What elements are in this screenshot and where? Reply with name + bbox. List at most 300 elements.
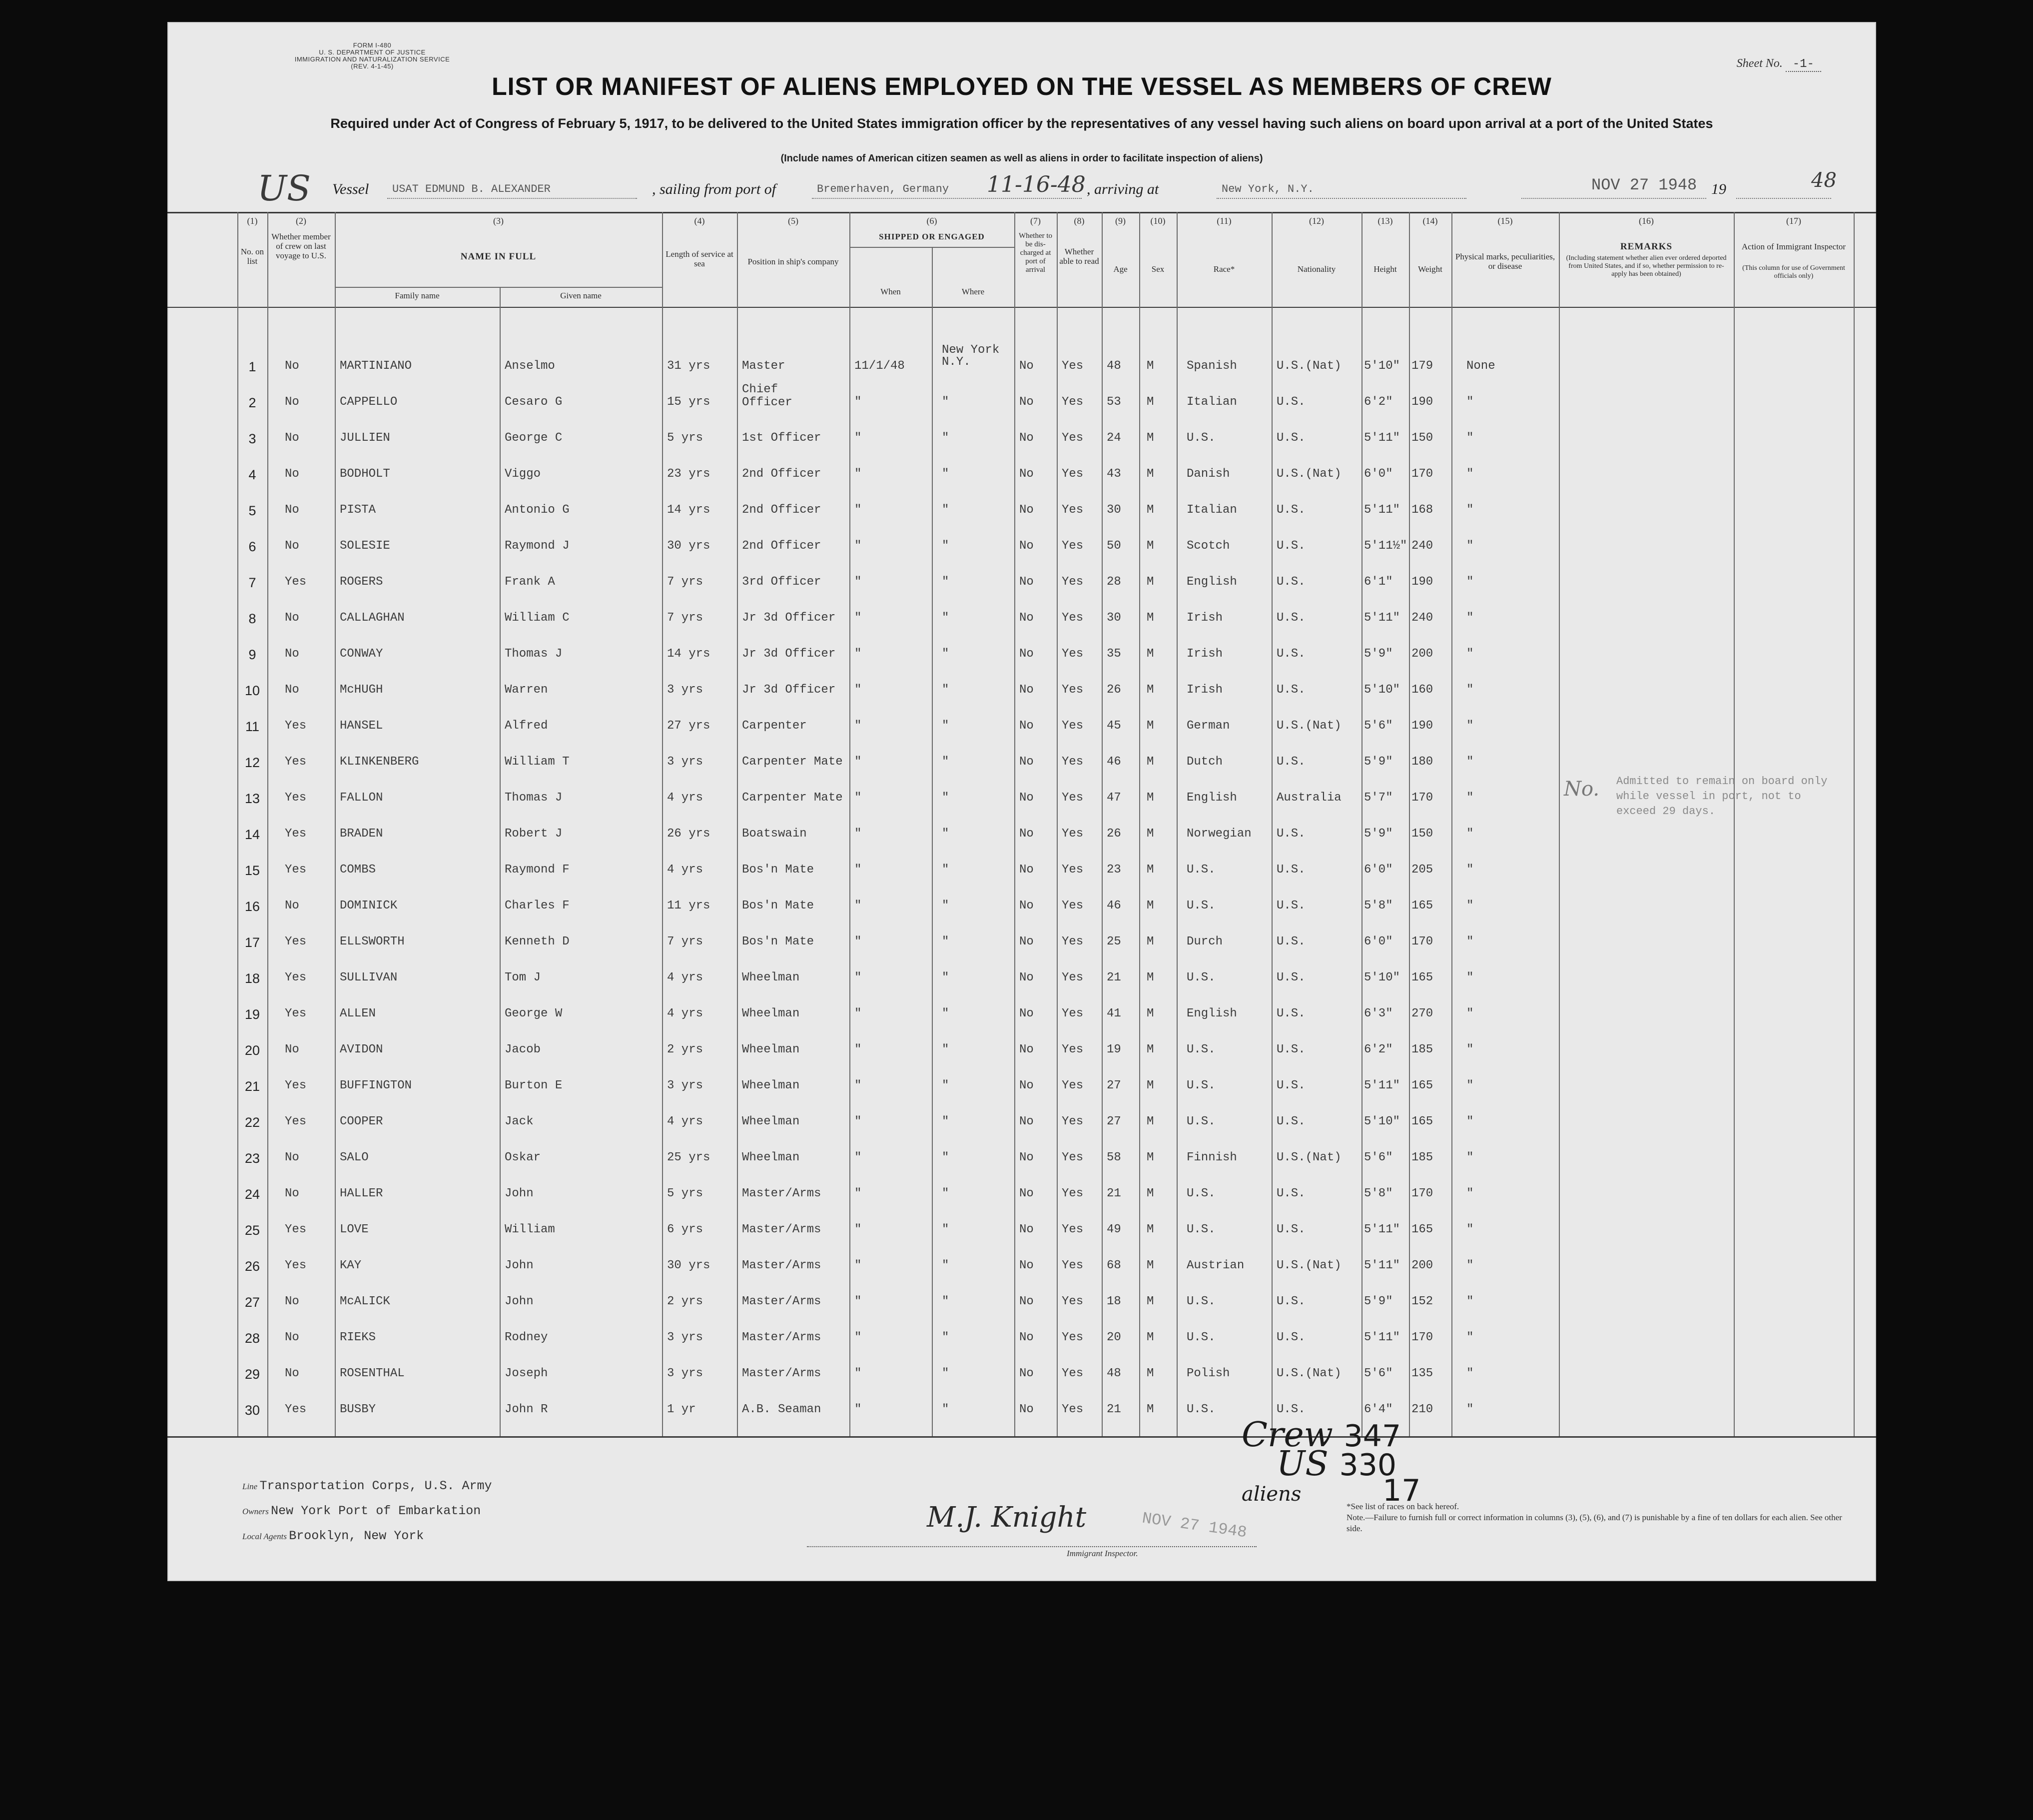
header-age: Age [1113,264,1128,274]
nationality: U.S. [1277,863,1306,877]
sheet-number-label: Sheet No. [1736,57,1783,70]
column-number: (13) [1377,216,1393,226]
sex: M [1147,1007,1154,1020]
physical-marks: " [1466,431,1474,445]
column-number: (9) [1115,216,1126,226]
discharged-flag: No [1019,539,1034,553]
member-flag: No [285,1043,299,1056]
shipped-when: " [854,719,862,733]
family-name: HANSEL [340,719,383,733]
race: U.S. [1187,431,1216,445]
read-flag: Yes [1062,395,1084,409]
given-name: William [505,1223,555,1236]
header-sex: Sex [1151,264,1165,274]
race: English [1187,791,1237,805]
sex: M [1147,611,1154,625]
weight: 210 [1411,1403,1433,1416]
ship-position: Wheelman [742,971,800,984]
physical-marks: " [1466,683,1474,697]
ship-position: Boatswain [742,827,807,841]
read-flag: Yes [1062,1115,1084,1128]
read-flag: Yes [1062,467,1084,481]
weight: 179 [1411,359,1433,373]
race: English [1187,1007,1237,1020]
given-name: George C [505,431,563,445]
shipped-where: " [942,467,949,481]
age: 35 [1107,647,1121,661]
shipped-where: " [942,395,949,409]
manifest-sheet [167,22,1876,1581]
row13-remark-note: Admitted to remain on board only while vessel in port, not to exceed 29 days. [1616,775,1828,818]
row-number: 26 [244,1259,260,1274]
row-number: 6 [248,539,256,554]
physical-marks: " [1466,395,1474,409]
race: U.S. [1187,971,1216,984]
ship-position: 2nd Officer [742,467,821,481]
shipped-when: " [854,503,862,517]
ship-position: Bos'n Mate [742,935,814,948]
shipped-where: " [942,719,949,733]
discharged-flag: No [1019,647,1034,661]
row-number: 1 [248,359,256,374]
discharged-flag: No [1019,1331,1034,1344]
header-position: Position in ship's company [747,257,839,266]
physical-marks: " [1466,1007,1474,1020]
service-length: 30 yrs [667,1259,710,1272]
age: 21 [1107,1187,1121,1200]
race: Polish [1187,1367,1230,1380]
header-name-full: NAME IN FULL [460,251,537,262]
race: U.S. [1187,899,1216,912]
footer-line-row [242,1479,492,1493]
race: U.S. [1187,1079,1216,1092]
height: 5'9" [1364,755,1393,769]
physical-marks: " [1466,1151,1474,1164]
physical-marks: " [1466,935,1474,948]
family-name: SALO [340,1151,369,1164]
discharged-flag: No [1019,1187,1034,1200]
height: 5'10" [1364,1115,1400,1128]
service-length: 1 yr [667,1403,696,1416]
weight: 240 [1411,611,1433,625]
weight: 150 [1411,827,1433,841]
header-nationality: Nationality [1297,264,1336,274]
age: 53 [1107,395,1121,409]
family-name: CAPPELLO [340,395,398,409]
given-name: Thomas J [505,647,563,661]
shipped-where: " [942,935,949,948]
service-length: 3 yrs [667,755,703,769]
race: Dutch [1187,755,1223,769]
physical-marks: " [1466,647,1474,661]
shipped-when: " [854,1043,862,1056]
height: 5'9" [1364,1295,1393,1308]
sex: M [1147,395,1154,409]
tally-us-count: 330 [1339,1448,1397,1483]
service-length: 25 yrs [667,1151,710,1164]
physical-marks: " [1466,1079,1474,1092]
given-name: Raymond F [505,863,570,877]
discharged-flag: No [1019,1043,1034,1056]
given-name: John R [505,1403,548,1416]
column-number: (8) [1074,216,1085,226]
race: U.S. [1187,1187,1216,1200]
physical-marks: " [1466,467,1474,481]
sex: M [1147,755,1154,769]
column-number: (5) [788,216,798,226]
column-number: (11) [1217,216,1232,226]
member-flag: Yes [285,935,307,948]
member-flag: No [285,1367,299,1380]
age: 30 [1107,503,1121,517]
shipped-when: " [854,791,862,805]
sex: M [1147,1151,1154,1164]
race: Scotch [1187,539,1230,553]
given-name: Jack [505,1115,534,1128]
weight: 190 [1411,575,1433,589]
row-number: 30 [244,1403,260,1418]
sex: M [1147,1115,1154,1128]
sex: M [1147,359,1154,373]
age: 48 [1107,1367,1121,1380]
sex: M [1147,683,1154,697]
header-shipped: SHIPPED OR ENGAGED [879,232,985,241]
nationality: U.S. [1277,539,1306,553]
discharged-flag: No [1019,503,1034,517]
footer-notes [1347,1501,1846,1534]
service-length: 2 yrs [667,1043,703,1056]
height: 5'11" [1364,1259,1400,1272]
column-number: (16) [1639,216,1654,226]
sex: M [1147,899,1154,912]
sex: M [1147,503,1154,517]
tally-us-label: US [1277,1444,1329,1484]
header-action: Action of Immigrant Inspector [1741,242,1846,251]
physical-marks: " [1466,1403,1474,1416]
discharged-flag: No [1019,467,1034,481]
shipped-when: " [854,1115,862,1128]
service-length: 3 yrs [667,1367,703,1380]
family-name: BODHOLT [340,467,390,481]
physical-marks: " [1466,755,1474,769]
member-flag: No [285,431,299,445]
age: 24 [1107,431,1121,445]
shipped-where: " [942,611,949,625]
footer-owners-label: Owners [242,1507,269,1516]
age: 26 [1107,683,1121,697]
column-number: (7) [1030,216,1041,226]
ship-position: Master/Arms [742,1295,821,1308]
row-number: 14 [244,827,260,842]
service-length: 4 yrs [667,791,703,805]
family-name: LOVE [340,1223,369,1236]
service-length: 4 yrs [667,863,703,877]
shipped-where: " [942,1115,949,1128]
age: 26 [1107,827,1121,841]
height: 6'0" [1364,467,1393,481]
service-length: 4 yrs [667,1115,703,1128]
shipped-when: " [854,1007,862,1020]
given-name: Alfred [505,719,548,733]
discharged-flag: No [1019,1259,1034,1272]
shipped-when: " [854,1223,862,1236]
sex: M [1147,791,1154,805]
column-number: (1) [247,216,258,226]
row-number: 3 [248,431,256,446]
age: 68 [1107,1259,1121,1272]
nationality: U.S. [1277,1007,1306,1020]
page-subtitle: Required under Act of Congress of February 5, 1917, to be delivered to the United States immigration officer by the representatives of any vessel having such aliens on board upon arrival at a port of the United States [330,116,1713,131]
column-number: (15) [1497,216,1513,226]
height: 5'10" [1364,359,1400,373]
shipped-when: " [854,1295,862,1308]
sex: M [1147,1043,1154,1056]
shipped-when: " [854,863,862,877]
given-name: Antonio G [505,503,570,517]
service-length: 11 yrs [667,899,710,912]
row-number: 20 [244,1043,260,1058]
age: 46 [1107,755,1121,769]
read-flag: Yes [1062,647,1084,661]
row-number: 4 [248,467,256,482]
given-name: Thomas J [505,791,563,805]
height: 6'4" [1364,1403,1393,1416]
family-name: ALLEN [340,1007,376,1020]
shipped-when: " [854,899,862,912]
weight: 170 [1411,1187,1433,1200]
header-where: Where [961,287,985,296]
footer-owners-row [242,1504,481,1518]
arriving-label: , arriving at [1087,181,1159,197]
read-flag: Yes [1062,1223,1084,1236]
row-number: 18 [244,971,260,986]
shipped-when: " [854,1151,862,1164]
given-name: Frank A [505,575,555,589]
sex: M [1147,1403,1154,1416]
physical-marks: " [1466,863,1474,877]
ship-position: 2nd Officer [742,539,821,553]
weight: 190 [1411,395,1433,409]
given-name: Raymond J [505,539,570,553]
ship-position: Master [742,359,785,373]
sheet-number [1737,57,1821,71]
weight: 152 [1411,1295,1433,1308]
nationality: U.S. [1277,1079,1306,1092]
header-remarks-sub: (Including statement whether alien ever ordered deported from United States, and if so, whether permission to re-apply has been obtained) [1566,254,1727,278]
read-flag: Yes [1062,1331,1084,1344]
shipped-where: " [942,1223,949,1236]
weight: 205 [1411,863,1433,877]
shipped-when: " [854,1331,862,1344]
family-name: COOPER [340,1115,383,1128]
height: 5'6" [1364,1151,1393,1164]
shipped-where: " [942,1295,949,1308]
page-title: LIST OR MANIFEST OF ALIENS EMPLOYED ON THE VESSEL AS MEMBERS OF CREW [492,72,1552,100]
vessel-line [242,168,1841,209]
shipped-when: 11/1/48 [854,359,905,373]
arriving-port: New York, N.Y. [1222,183,1314,195]
height: 5'11½" [1364,539,1407,553]
age: 47 [1107,791,1121,805]
weight: 240 [1411,539,1433,553]
member-flag: Yes [285,1223,307,1236]
read-flag: Yes [1062,1187,1084,1200]
column-number: (12) [1309,216,1324,226]
physical-marks: " [1466,1187,1474,1200]
sex: M [1147,1295,1154,1308]
given-name: Tom J [505,971,541,984]
tally-crew-count: 347 [1344,1419,1401,1454]
nationality: U.S.(Nat) [1277,719,1342,733]
member-flag: Yes [285,1079,307,1092]
shipped-when: " [854,611,862,625]
sex: M [1147,719,1154,733]
inspector-signature: M.J. Knight [927,1501,1087,1534]
service-length: 3 yrs [667,683,703,697]
discharged-flag: No [1019,935,1034,948]
physical-marks: " [1466,1331,1474,1344]
read-flag: Yes [1062,431,1084,445]
physical-marks: " [1466,1223,1474,1236]
age: 20 [1107,1331,1121,1344]
height: 6'0" [1364,935,1393,948]
weight: 165 [1411,899,1433,912]
service-length: 7 yrs [667,935,703,948]
member-flag: Yes [285,863,307,877]
sheet-number-value: -1- [1786,57,1821,72]
weight: 135 [1411,1367,1433,1380]
physical-marks: None [1466,359,1495,373]
header-length: Length of service at sea [666,249,733,268]
given-name: Rodney [505,1331,548,1344]
sex: M [1147,1331,1154,1344]
row-number: 15 [244,863,260,878]
age: 50 [1107,539,1121,553]
race: Irish [1187,683,1223,697]
sex: M [1147,539,1154,553]
weight: 180 [1411,755,1433,769]
member-flag: Yes [285,1403,307,1416]
header-remarks: REMARKS [1620,241,1673,252]
given-name: Oskar [505,1151,541,1164]
read-flag: Yes [1062,971,1084,984]
family-name: McHUGH [340,683,383,697]
year-label: 19 [1711,181,1726,197]
service-length: 26 yrs [667,827,710,841]
shipped-where: " [942,1403,949,1416]
crew-tally [1242,1415,1421,1508]
sex: M [1147,431,1154,445]
weight: 160 [1411,683,1433,697]
nationality: U.S. [1277,935,1306,948]
nationality: U.S. [1277,755,1306,769]
shipped-when: " [854,647,862,661]
header-weight: Weight [1418,264,1442,274]
height: 6'3" [1364,1007,1393,1020]
given-name: John [505,1295,534,1308]
race: Italian [1187,503,1237,517]
read-flag: Yes [1062,719,1084,733]
height: 6'1" [1364,575,1393,589]
height: 5'11" [1364,431,1400,445]
weight: 200 [1411,1259,1433,1272]
height: 6'2" [1364,395,1393,409]
column-number: (2) [296,216,306,226]
nationality: U.S. [1277,1403,1306,1416]
weight: 170 [1411,467,1433,481]
row-number: 8 [248,611,256,626]
race: Norwegian [1187,827,1252,841]
shipped-where: " [942,683,949,697]
physical-marks: " [1466,1043,1474,1056]
discharged-flag: No [1019,755,1034,769]
race: Durch [1187,935,1223,948]
nationality: U.S. [1277,431,1306,445]
ship-position: Carpenter Mate [742,755,843,769]
discharged-flag: No [1019,1403,1034,1416]
weight: 200 [1411,647,1433,661]
read-flag: Yes [1062,575,1084,589]
shipped-when: " [854,755,862,769]
service-length: 30 yrs [667,539,710,553]
height: 5'10" [1364,971,1400,984]
header-action-sub: (This column for use of Government officials only) [1742,264,1845,280]
read-flag: Yes [1062,1079,1084,1092]
height: 5'8" [1364,1187,1393,1200]
row-number: 24 [244,1187,260,1202]
read-flag: Yes [1062,755,1084,769]
physical-marks: " [1466,539,1474,553]
given-name: Anselmo [505,359,555,373]
age: 25 [1107,935,1121,948]
member-flag: Yes [285,1007,307,1020]
year-hand: 48 [1811,169,1837,192]
discharged-flag: No [1019,719,1034,733]
read-flag: Yes [1062,827,1084,841]
race: English [1187,575,1237,589]
service-length: 14 yrs [667,503,710,517]
height: 5'11" [1364,1079,1400,1092]
height: 5'11" [1364,1331,1400,1344]
column-number: (6) [926,216,937,226]
sex: M [1147,1079,1154,1092]
sex: M [1147,1223,1154,1236]
service-length: 3 yrs [667,1079,703,1092]
ship-position: Carpenter Mate [742,791,843,805]
column-number: (10) [1150,216,1166,226]
weight: 170 [1411,791,1433,805]
member-flag: Yes [285,575,307,589]
service-length: 7 yrs [667,575,703,589]
member-flag: Yes [285,971,307,984]
ship-position: Bos'n Mate [742,863,814,877]
member-flag: No [285,1295,299,1308]
header-read: Whether able to read [1059,247,1099,266]
member-flag: No [285,539,299,553]
height: 5'9" [1364,647,1393,661]
race: U.S. [1187,1295,1216,1308]
ship-position: Bos'n Mate [742,899,814,912]
form-identifier [262,42,482,70]
family-name: CALLAGHAN [340,611,405,625]
shipped-where: " [942,1187,949,1200]
read-flag: Yes [1062,1403,1084,1416]
given-name: John [505,1187,534,1200]
nationality: Australia [1277,791,1342,805]
nationality: U.S. [1277,971,1306,984]
ship-position: Carpenter [742,719,807,733]
row-number: 17 [244,935,260,950]
